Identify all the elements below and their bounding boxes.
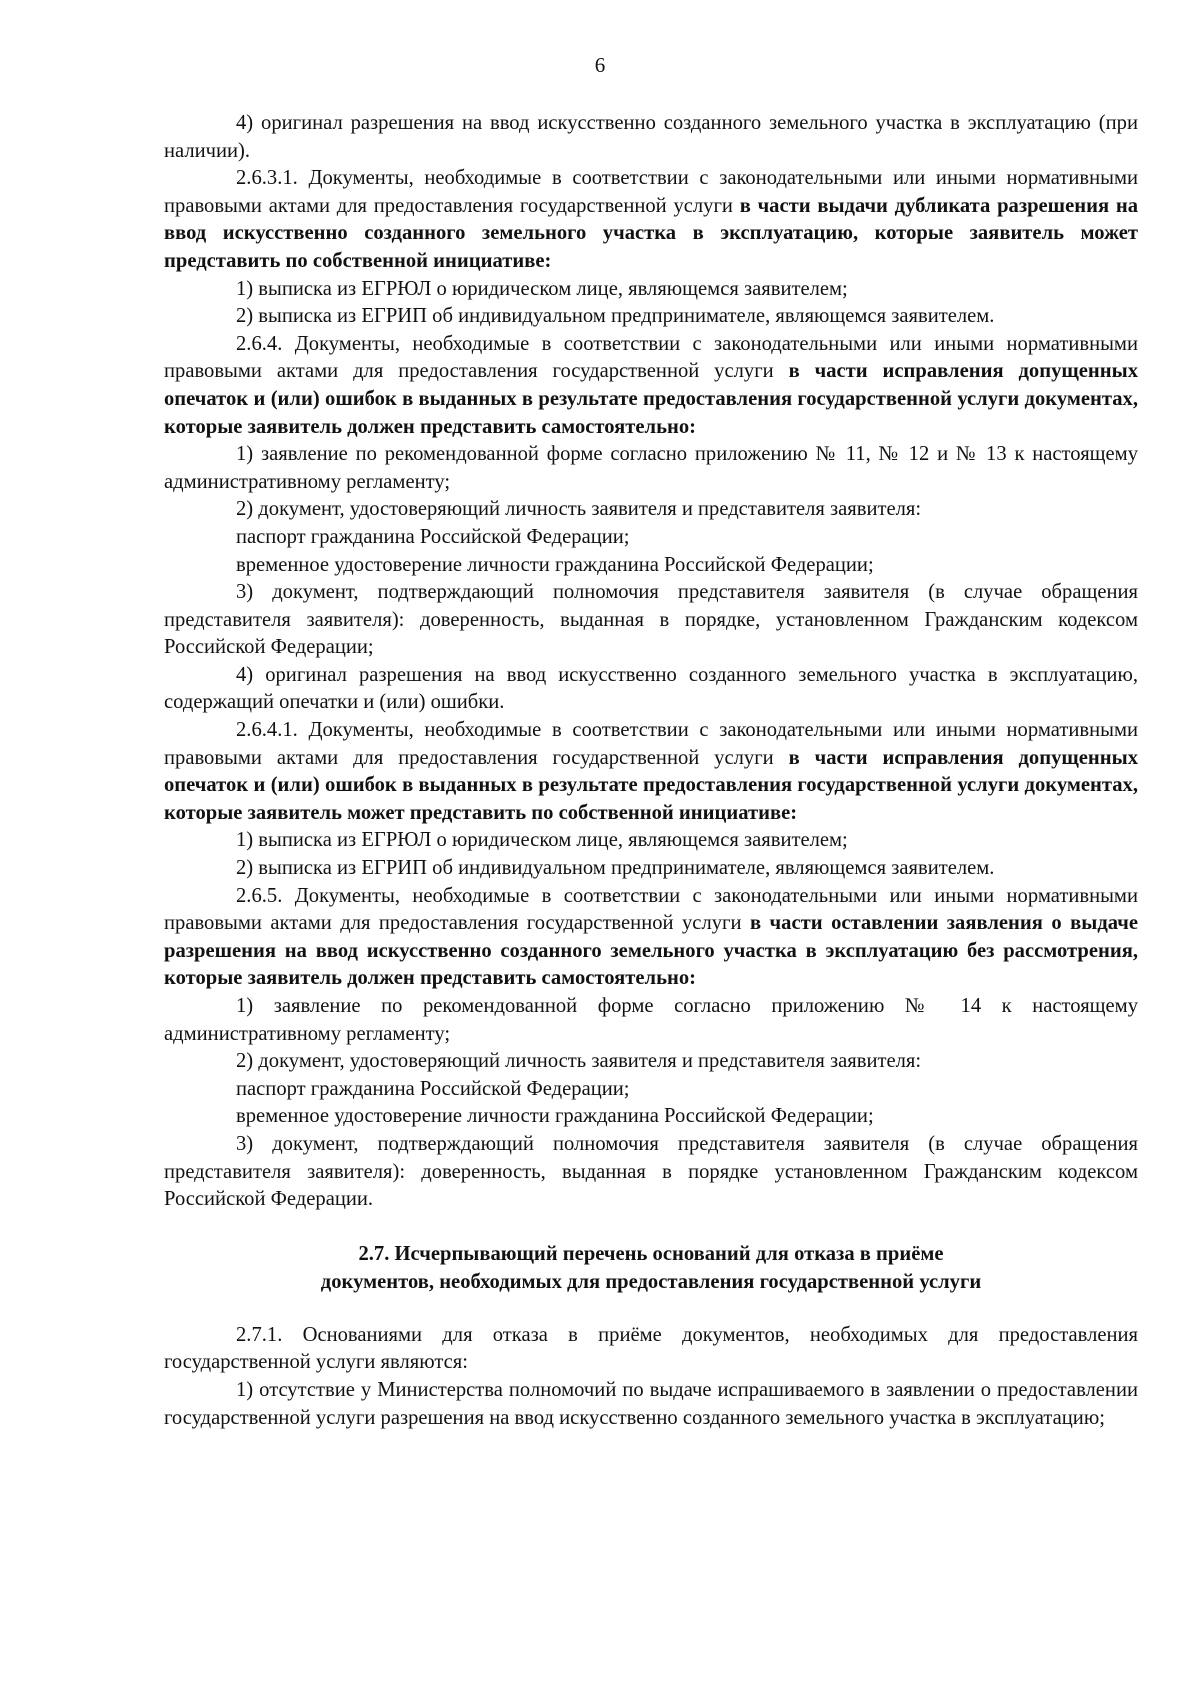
list-subitem: временное удостоверение личности гражданина Российской Федерации; (236, 1105, 874, 1128)
paragraph: 2.7.1. Основаниями для отказа в приёме документов, необходимых для предоставления государственной услуги являются: (164, 1323, 1138, 1374)
paragraph-text: 2.6.4. Документы, необходимые в соответствии с законодательными или иными нормативными правовыми актами для предоставления государственной услуги (164, 332, 1138, 383)
list-item: 1) заявление по рекомендованной форме согласно приложению № 11, № 12 и № 13 к настоящему административному регламенту; (164, 443, 1138, 493)
list-subitem: паспорт гражданина Российской Федерации; (236, 1077, 630, 1100)
paragraph-text: 2.6.5. Документы, необходимые в соответствии с законодательными или иными нормативными правовыми актами для предоставления государственной услуги (164, 884, 1138, 935)
list-item: 3) документ, подтверждающий полномочия представителя заявителя (в случае обращения представителя заявителя): доверенность, выданная в порядке установленном Гражданским кодексом Российской Федерации. (164, 1132, 1138, 1211)
paragraph (164, 883, 1138, 993)
section-heading (164, 1240, 1138, 1296)
paragraph (164, 165, 1138, 275)
list-item: 1) выписка из ЕГРЮЛ о юридическом лице, являющемся заявителем; (236, 277, 848, 300)
list-item: 4) оригинал разрешения на ввод искусственно созданного земельного участка в эксплуатацию, содержащий опечатки и (или) ошибки. (164, 663, 1138, 714)
paragraph (164, 331, 1138, 441)
paragraph-bold-text: в части выдачи дубликата разрешения на ввод искусственно созданного земельного участка в эксплуатацию, которые заявитель может представить по собственной инициативе: (164, 194, 1139, 272)
document-body (164, 110, 1138, 1432)
paragraph-bold-text: в части оставлении заявления о выдаче разрешения на ввод искусственно созданного земельного участка в эксплуатацию без рассмотрения, которые заявитель должен представить самостоятельно: (164, 912, 1138, 990)
paragraph (164, 717, 1138, 827)
list-item: 2) документ, удостоверяющий личность заявителя и представителя заявителя: (236, 498, 922, 521)
list-subitem: паспорт гражданина Российской Федерации; (236, 525, 630, 548)
list-subitem: временное удостоверение личности гражданина Российской Федерации; (236, 553, 874, 576)
section-heading-line: 2.7. Исчерпывающий перечень оснований для отказа в приёме (358, 1242, 944, 1265)
list-item: 2) выписка из ЕГРИП об индивидуальном предпринимателе, являющемся заявителем. (236, 305, 995, 328)
list-item: 1) отсутствие у Министерства полномочий по выдаче испрашиваемого в заявлении о предоставлении государственной услуги разрешения на ввод искусственно созданного земельного участка в эксплуатацию; (164, 1378, 1138, 1429)
list-item: 1) выписка из ЕГРЮЛ о юридическом лице, являющемся заявителем; (236, 829, 848, 852)
paragraph-bold-text: в части исправления допущенных опечаток и (или) ошибок в выданных в результате предоставления государственной услуги документах, которые заявитель может представить по собственной инициативе: (164, 746, 1138, 824)
section-heading-line: документов, необходимых для предоставления государственной услуги (320, 1270, 982, 1293)
paragraph-text: 2.6.3.1. Документы, необходимые в соответствии с законодательными или иными нормативными правовыми актами для предоставления государственной услуги (164, 167, 1138, 217)
list-item: 3) документ, подтверждающий полномочия представителя заявителя (в случае обращения представителя заявителя): доверенность, выданная в порядке, установленном Гражданским кодексом Российской Федерации; (164, 581, 1138, 659)
list-item: 1) заявление по рекомендованной форме согласно приложению № 14 к настоящему административному регламенту; (164, 995, 1138, 1045)
paragraph-text: 2.6.4.1. Документы, необходимые в соответствии с законодательными или иными нормативными правовыми актами для предоставления государственной услуги (164, 719, 1138, 769)
paragraph-bold-text: в части исправления допущенных опечаток и (или) ошибок в выданных в результате предоставления государственной услуги документах, которые заявитель должен представить самостоятельно: (164, 360, 1138, 438)
list-item: 2) выписка из ЕГРИП об индивидуальном предпринимателе, являющемся заявителем. (236, 857, 995, 880)
paragraph: 4) оригинал разрешения на ввод искусственно созданного земельного участка в эксплуатацию (при наличии). (164, 112, 1138, 162)
page-number: 6 (594, 53, 606, 77)
list-item: 2) документ, удостоверяющий личность заявителя и представителя заявителя: (236, 1050, 922, 1073)
